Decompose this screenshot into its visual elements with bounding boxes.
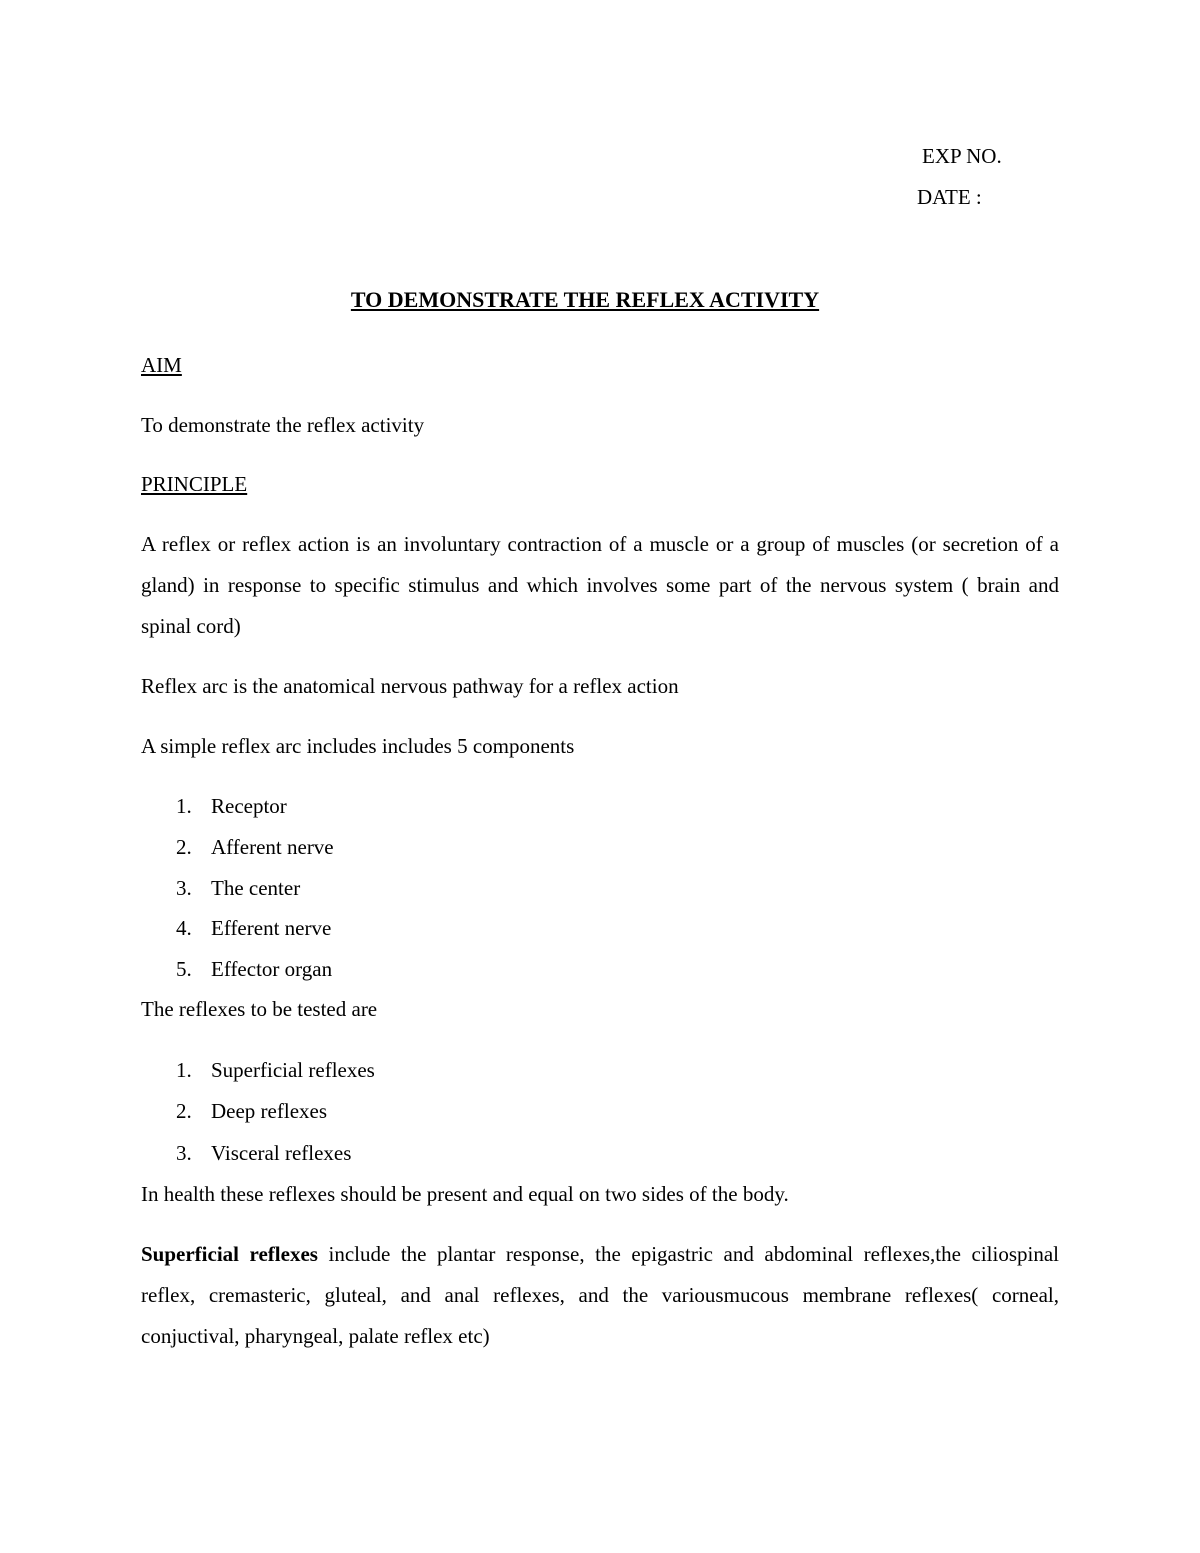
list-item: 1. Receptor — [176, 794, 287, 818]
list-item: 4. Efferent nerve — [176, 916, 332, 940]
principle-paragraph: A reflex or reflex action is an involuntary contraction of a muscle or a group of muscles (or secretion of a gland) in response to specific stimulus and which involves some part of the nervous system ( brain and spinal cord) — [141, 532, 1059, 638]
list-item: 3. The center — [176, 876, 301, 900]
aim-heading: AIM — [141, 353, 182, 377]
date-label: DATE : — [917, 185, 982, 209]
list-item: 2. Deep reflexes — [176, 1099, 328, 1123]
components-intro: A simple reflex arc includes includes 5 components — [141, 734, 575, 758]
exp-no-label: EXP NO. — [922, 144, 1002, 168]
superficial-reflexes-description: include the plantar response, the epigastric and abdominal reflexes,the ciliospinal reflex, cremasteric, gluteal, and anal reflexes, and the variousmucous membrane reflexes( corneal, conjuctival, pharyngeal, palate reflex etc) — [141, 1242, 1059, 1348]
tested-intro: The reflexes to be tested are — [141, 997, 378, 1021]
page-title: TO DEMONSTRATE THE REFLEX ACTIVITY — [350, 287, 820, 312]
list-item: 2. Afferent nerve — [176, 835, 334, 859]
principle-heading: PRINCIPLE — [141, 472, 248, 496]
list-item: 5. Effector organ — [176, 957, 333, 981]
aim-text: To demonstrate the reflex activity — [141, 413, 425, 437]
health-note: In health these reflexes should be present and equal on two sides of the body. — [141, 1182, 789, 1206]
superficial-reflexes-term: Superficial reflexes — [141, 1242, 318, 1266]
reflex-arc-definition: Reflex arc is the anatomical nervous pathway for a reflex action — [141, 674, 679, 698]
superficial-reflexes-paragraph — [141, 1234, 1059, 1357]
list-item: 3. Visceral reflexes — [176, 1141, 352, 1165]
list-item: 1. Superficial reflexes — [176, 1058, 375, 1082]
